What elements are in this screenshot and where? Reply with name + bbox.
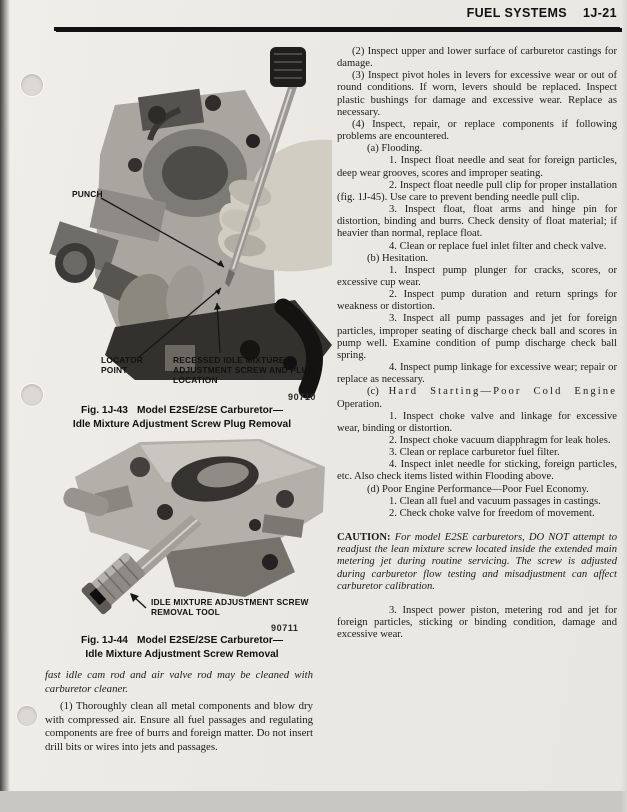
carburetor-punch-photo-illustration	[45, 45, 332, 405]
continued-sentence-fragment: fast idle cam rod and air valve rod may be cleaned with carburetor cleaner.	[45, 669, 313, 695]
figure-1j43-photo	[45, 45, 332, 405]
figure-1j44-caption	[45, 634, 319, 662]
label-punch: PUNCH	[72, 189, 103, 199]
paragraph: (a) Flooding.	[367, 143, 423, 155]
caption-line-1	[45, 404, 319, 418]
page-number: 1J-21	[583, 6, 617, 20]
scan-edge-left	[0, 0, 10, 812]
paragraph: 1. Inspect pump plunger for cracks, scores, or excessive cup wear.	[337, 264, 617, 288]
header-rule	[54, 27, 620, 31]
paragraph: 1. Clean all fuel and vacuum passages in castings.	[389, 495, 601, 507]
paragraph: 3. Inspect power piston, metering rod and jet for foreign particles, sticking or binding condition, damage and excessive wear.	[337, 604, 617, 641]
right-text-column	[337, 46, 617, 641]
caution-paragraph	[337, 532, 617, 593]
item-letter: (c)	[367, 386, 379, 398]
caution-body: For model E2SE carburetors, DO NOT attempt to readjust the lean mixture screw located inside the extended main metering jet during routine servicing. The screw is adjusted during carburetor flow testing and misadjustment can affect carburetor calibration.	[337, 532, 617, 592]
figure-1j43-caption	[45, 404, 319, 432]
page-header	[54, 6, 617, 20]
paragraph: 4. Inspect pump linkage for excessive wear; repair or replace as necessary.	[337, 362, 617, 386]
paragraph: 2. Inspect pump duration and return springs for weakness or distortion.	[337, 289, 617, 313]
figure-title: Model E2SE/2SE Carburetor—	[136, 405, 284, 416]
caption-line-1	[45, 634, 319, 648]
caption-line-2: Idle Mixture Adjustment Screw Removal	[85, 649, 279, 660]
binder-hole	[17, 706, 37, 726]
section-title: FUEL SYSTEMS	[466, 6, 568, 20]
label-locator-point: LOCATOR POINT	[101, 355, 144, 375]
paragraph: (b) Hesitation.	[367, 252, 429, 264]
paragraph: (3) Inspect pivot holes in levers for excessive wear or out of round conditions. If worn, levers should be replaced. Inspect plastic bushings for damage and excessive wear. Replace as necessary.	[337, 70, 617, 118]
paragraph: 2. Inspect choke vacuum diapphragm for leak holes.	[389, 435, 611, 446]
paragraph: (4) Inspect, repair, or replace components if following problems are encountered.	[337, 118, 617, 143]
photo-number: 90711	[271, 623, 299, 633]
figure-number: Fig. 1J-43	[80, 405, 128, 416]
scan-edge-right	[621, 0, 627, 812]
scan-edge-bottom	[0, 791, 627, 812]
figure-number: Fig. 1J-44	[80, 635, 128, 646]
spaced-heading-text: Hard Starting—Poor Cold Engine	[388, 386, 617, 398]
figure-title: Model E2SE/2SE Carburetor—	[136, 635, 284, 646]
binder-hole	[21, 74, 43, 96]
paragraph: 4. Clean or replace fuel inlet filter and check valve.	[389, 240, 607, 252]
paragraph: 3. Inspect all pump passages and jet for foreign particles, improper seating of discharge check ball and scores in pump well. Examine condition of pump discharge check ball spring.	[337, 313, 617, 361]
paragraph: 3. Clean or replace carburetor fuel filter.	[389, 447, 560, 459]
paragraph: 3. Inspect float, float arms and hinge pin for distortion, binding and burrs. Check density of float material; if heavier than normal, replace float.	[337, 204, 617, 240]
photo-number: 90710	[288, 392, 317, 402]
paragraph: 1. Inspect float needle and seat for foreign particles, deep wear grooves, scores and improper seating.	[337, 155, 617, 179]
binder-hole	[21, 384, 43, 406]
figure-1j44-photo	[45, 437, 332, 637]
hard-starting-heading-paragraph	[337, 386, 617, 410]
caution-label: CAUTION:	[337, 532, 391, 544]
paragraph: 1. Inspect choke valve and linkage for excessive wear, binding or distortion.	[337, 410, 617, 434]
paragraph: (d) Poor Engine Performance—Poor Fuel Economy.	[367, 483, 589, 495]
label-recessed-screw: RECESSED IDLE MIXTURE ADJUSTMENT SCREW AND PLUG LOCATION	[173, 355, 315, 385]
paragraph: 2. Inspect float needle pull clip for proper installation (fig. 1J-45). Use care to prevent bending needle pull clip.	[337, 179, 617, 203]
paragraph: 2. Check choke valve for freedom of movement.	[389, 507, 595, 519]
heading-continuation: Operation.	[337, 398, 383, 410]
cleaning-step-paragraph: (1) Thoroughly clean all metal components and blow dry with compressed air. Ensure all fuel passages and regulating components are free of burrs and foreign matter. Do not insert drill bits or wires into jets and passages.	[45, 700, 313, 753]
paragraph: (2) Inspect upper and lower surface of carburetor castings for damage.	[337, 46, 617, 70]
paragraph: 4. Inspect inlet needle for sticking, foreign particles, etc. Also check items listed within Flooding above.	[337, 459, 617, 483]
caption-line-2: Idle Mixture Adjustment Screw Plug Removal	[72, 419, 292, 430]
label-removal-tool: IDLE MIXTURE ADJUSTMENT SCREW REMOVAL TOOL	[151, 597, 309, 617]
